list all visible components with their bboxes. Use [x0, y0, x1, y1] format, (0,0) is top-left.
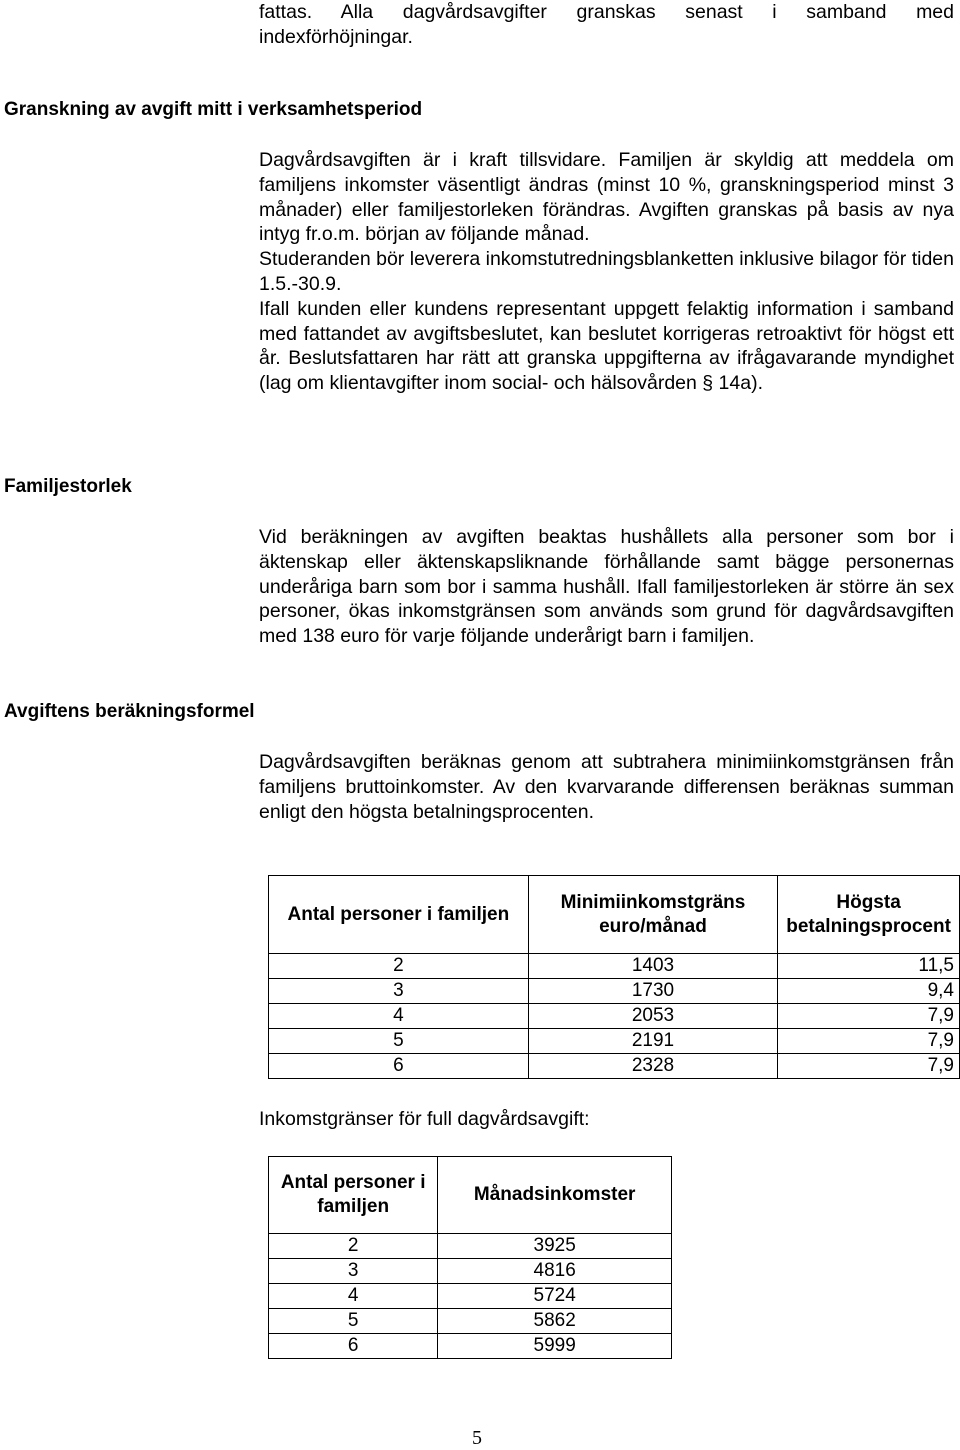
table-cell: 2191 — [528, 1029, 777, 1054]
table-header-row — [269, 1157, 672, 1234]
table-cell: 7,9 — [778, 1004, 960, 1029]
table-cell: 1730 — [528, 979, 777, 1004]
table-cell: 5862 — [438, 1309, 672, 1334]
table-cell: 4 — [269, 1284, 438, 1309]
full-fee-table — [268, 1156, 672, 1359]
page-number: 5 — [472, 1427, 482, 1449]
column-header: Antal personer i familjen — [269, 876, 529, 954]
heading-review: Granskning av avgift mitt i verksamhetsperiod — [4, 99, 423, 120]
intro-paragraph — [259, 0, 954, 50]
review-paragraph-3: Ifall kunden eller kundens representant uppgett felaktig information i samband med fattandet av avgiftsbeslutet, kan beslutet korrigeras retroaktivt för högst ett år. Beslutsfattaren har rätt att granska uppgifterna av ifrågavarande myndighet (lag om klientavgifter inom social- och hälsovården § 14a). — [259, 297, 954, 395]
full-fee-caption: Inkomstgränser för full dagvårdsavgift: — [259, 1108, 590, 1130]
formula-text — [259, 750, 954, 824]
table-cell: 2053 — [528, 1004, 777, 1029]
table-row — [269, 1284, 672, 1309]
heading-family-size: Familjestorlek — [4, 476, 132, 497]
table-cell: 4816 — [438, 1259, 672, 1284]
table-cell: 2328 — [528, 1054, 777, 1079]
table-cell: 3 — [269, 1259, 438, 1284]
table-row — [269, 1029, 960, 1054]
column-header: Månadsinkomster — [438, 1157, 672, 1234]
table-row — [269, 1334, 672, 1359]
table-cell: 2 — [269, 1234, 438, 1259]
table-cell: 11,5 — [778, 954, 960, 979]
table-row — [269, 954, 960, 979]
table-cell: 9,4 — [778, 979, 960, 1004]
table-cell: 4 — [269, 1004, 529, 1029]
family-size-paragraph: Vid beräkningen av avgiften beaktas hushållets alla personer som bor i äktenskap eller äktenskapsliknande förhållande samt bägge personernas underåriga barn som bor i samma hushåll. Ifall familjestorleken är större än sex personer, ökas inkomstgränsen som används som grund för dagvårdsavgiften med 138 euro för varje följande underårigt barn i familjen. — [259, 526, 954, 648]
intro-line-1: fattas. Alla dagvårdsavgifter granskas senast i samband med — [259, 1, 954, 23]
table-cell: 6 — [269, 1054, 529, 1079]
review-paragraph-2: Studeranden bör leverera inkomstutredningsblanketten inklusive bilagor för tiden 1.5.-30.9. — [259, 248, 954, 295]
column-header: Antal personer i familjen — [269, 1157, 438, 1234]
table-header-row — [269, 876, 960, 954]
table-cell: 5 — [269, 1029, 529, 1054]
table-cell: 5999 — [438, 1334, 672, 1359]
table-cell: 2 — [269, 954, 529, 979]
table-row — [269, 1309, 672, 1334]
table-row — [269, 1259, 672, 1284]
table-cell: 3925 — [438, 1234, 672, 1259]
table-cell: 1403 — [528, 954, 777, 979]
review-text — [259, 148, 954, 396]
formula-paragraph: Dagvårdsavgiften beräknas genom att subtrahera minimiinkomstgränsen från familjens bruttoinkomster. Av den kvarvarande differensen beräknas summan enligt den högsta betalningsprocenten. — [259, 751, 954, 823]
table-cell: 7,9 — [778, 1054, 960, 1079]
table-cell: 5 — [269, 1309, 438, 1334]
table-row — [269, 1004, 960, 1029]
column-header: Högsta betalningsprocent — [778, 876, 960, 954]
family-size-text — [259, 525, 954, 649]
column-header: Minimiinkomstgräns euro/månad — [528, 876, 777, 954]
min-income-table — [268, 875, 960, 1079]
review-paragraph-1: Dagvårdsavgiften är i kraft tillsvidare. Familjen är skyldig att meddela om familjens inkomster väsentligt ändras (minst 10 %, granskningsperiod minst 3 månader) eller familjestorleken förändras. Avgiften granskas på basis av nya intyg fr.o.m. början av följande månad. — [259, 149, 954, 246]
table-cell: 7,9 — [778, 1029, 960, 1054]
heading-formula: Avgiftens beräkningsformel — [4, 701, 255, 722]
table-row — [269, 979, 960, 1004]
table-cell: 6 — [269, 1334, 438, 1359]
table-row — [269, 1054, 960, 1079]
table-row — [269, 1234, 672, 1259]
intro-line-2: indexförhöjningar. — [259, 25, 413, 48]
table-cell: 5724 — [438, 1284, 672, 1309]
table-cell: 3 — [269, 979, 529, 1004]
